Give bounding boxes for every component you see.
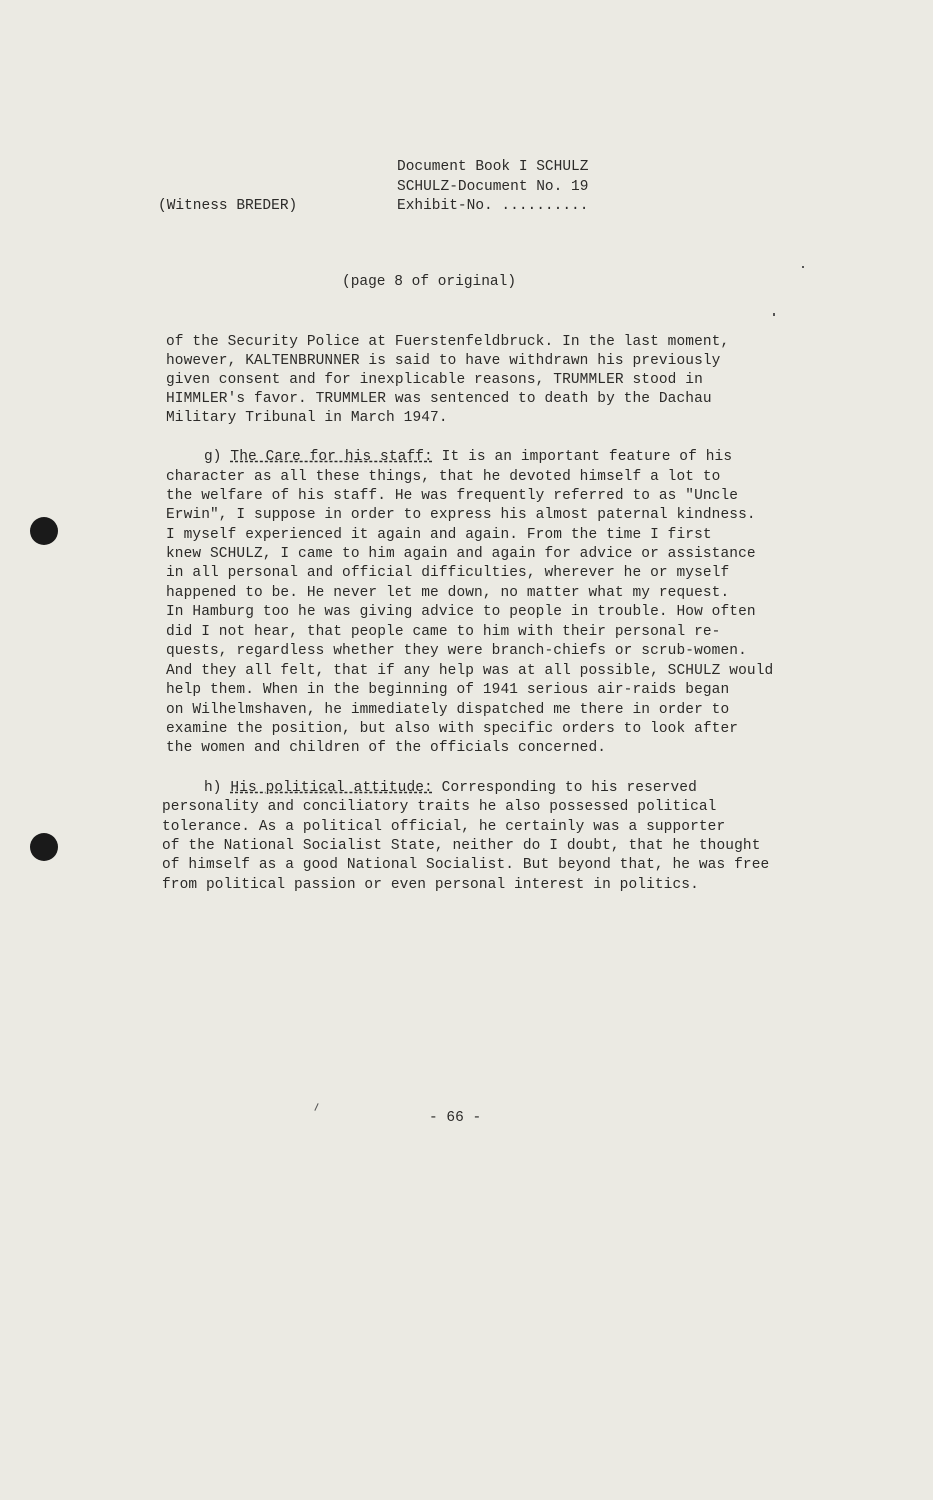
- section-g-line: quests, regardless whether they were branch-chiefs or scrub-women.: [166, 643, 747, 659]
- paragraph1-line: HIMMLER's favor. TRUMMLER was sentenced to death by the Dachau: [166, 391, 712, 407]
- section-g-line: examine the position, but also with specific orders to look after: [166, 721, 739, 737]
- paragraph1-line: given consent and for inexplicable reasons, TRUMMLER stood in: [166, 372, 703, 388]
- section-g-line: happened to be. He never let me down, no matter what my request.: [166, 585, 730, 601]
- section-h-heading: His political attitude:: [230, 780, 433, 796]
- section-g-label: g): [204, 449, 222, 465]
- page-of-original-note: (page 8 of original): [342, 274, 517, 290]
- paragraph1-line: of the Security Police at Fuerstenfeldbruck. In the last moment,: [166, 334, 730, 350]
- section-h-line: personality and conciliatory traits he also possessed political: [162, 799, 717, 815]
- section-g-line: And they all felt, that if any help was at all possible, SCHULZ would: [166, 663, 774, 679]
- section-g-line: help them. When in the beginning of 1941 serious air-raids began: [166, 682, 730, 698]
- section-g-first-line: [204, 449, 732, 465]
- section-g-line: knew SCHULZ, I came to him again and again for advice or assistance: [166, 546, 756, 562]
- page-number: - 66 -: [429, 1110, 482, 1126]
- section-h-first-line: [204, 780, 697, 796]
- section-h-line: from political passion or even personal interest in politics.: [162, 877, 699, 893]
- section-g-line: the welfare of his staff. He was frequently referred to as "Uncle: [166, 488, 739, 504]
- section-h-label: h): [204, 780, 222, 796]
- section-g-heading: The Care for his staff:: [230, 449, 433, 465]
- section-g-line: character as all these things, that he devoted himself a lot to: [166, 469, 721, 485]
- section-g-line: did I not hear, that people came to him with their personal re-: [166, 624, 721, 640]
- exhibit-number-line: Exhibit-No. ..........: [397, 198, 589, 214]
- section-h-line: tolerance. As a political official, he certainly was a supporter: [162, 819, 726, 835]
- document-book-line: Document Book I SCHULZ: [397, 159, 589, 175]
- section-g-line: on Wilhelmshaven, he immediately dispatched me there in order to: [166, 702, 730, 718]
- paragraph1-line: Military Tribunal in March 1947.: [166, 410, 448, 426]
- document-number-line: SCHULZ-Document No. 19: [397, 178, 589, 195]
- section-g-first-line-text: It is an important feature of his: [441, 449, 733, 465]
- paper-speck: [314, 1103, 318, 1111]
- paper-speck: [773, 313, 775, 316]
- section-g-line: in all personal and official difficulties, wherever he or myself: [166, 565, 730, 581]
- section-h-first-line-text: Corresponding to his reserved: [441, 780, 697, 796]
- section-g-line: Erwin", I suppose in order to express his almost paternal kindness.: [166, 507, 756, 523]
- punch-hole-bottom: [30, 833, 58, 861]
- section-h-line: of the National Socialist State, neither do I doubt, that he thought: [162, 838, 761, 854]
- section-g-line: I myself experienced it again and again. From the time I first: [166, 527, 712, 543]
- paper-speck: [802, 266, 804, 268]
- paragraph1-line: however, KALTENBRUNNER is said to have withdrawn his previously: [166, 353, 721, 369]
- section-g-line: the women and children of the officials concerned.: [166, 740, 607, 756]
- section-g-line: In Hamburg too he was giving advice to people in trouble. How often: [166, 604, 756, 620]
- section-h-line: of himself as a good National Socialist. But beyond that, he was free: [162, 857, 770, 873]
- punch-hole-top: [30, 517, 58, 545]
- witness-label: (Witness BREDER): [158, 198, 298, 214]
- document-header: [397, 158, 588, 217]
